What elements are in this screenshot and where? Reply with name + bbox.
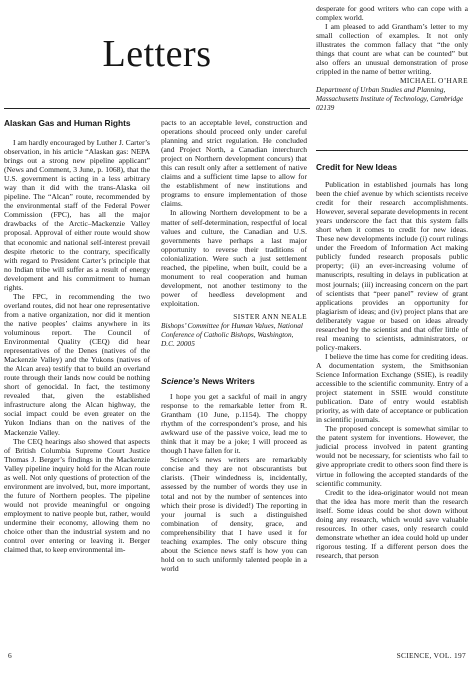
letter-signature: SISTER ANN NEALE <box>233 311 307 321</box>
letter-paragraph: I believe the time has come for crediting ideas. A documentation system, the Smithsonian Science Information Exchange (SSIE), is readily accessible to the scientific community. Entry of a project statement in SSIE would constitute publication. Date of entry would establish priority, as with date of acceptance or publication in scientific journals. <box>316 351 468 425</box>
letter-paragraph: Credit to the idea-originator would not mean that the idea has more merit than the research itself. Some ideas could be shot down without doing any research, which would save valuable resources. In other cases, only research could demonstrate whether an idea could hold up under rigorous testing. If a different person does the research, that person <box>316 487 468 560</box>
page-number: 6 <box>8 651 12 660</box>
letter-affiliation: Bishops’ Committee for Human Values, National Conference of Catholic Bishops, Washington, D.C. 20005 <box>161 320 303 348</box>
heading-italic: Science’s <box>161 375 200 386</box>
letter-paragraph: desperate for good writers who can cope with a complex world. <box>316 4 468 23</box>
letter-signature: MICHAEL O’HARE <box>400 76 468 86</box>
letter-paragraph: The proposed concept is somewhat similar to the patent system for inventions. However, the judicial process involved in patent granting would not be necessary, for scientists who fail to give appropriate credit to others soon find there is virtue in following the accepted standards of the scientific community. <box>316 424 468 488</box>
letter-paragraph: The CEQ hearings also showed that aspects of British Columbia Supreme Court Justice Thomas J. Berger’s findings in the Mackenzie Valley pipeline inquiry hold for the Alcan route as well. Not only questions of protection of the environment are involved, but, more important, the future of Northern peoples. The pipeline would not provide meaningful or ongoing employment to native people but, rather, would undermine their economy, allowing them no choice other than the industrial system and no control over entering or leaving it. Berger claimed that, to keep environmental im- <box>4 436 150 555</box>
letter-heading <box>161 376 307 386</box>
header-rule <box>4 108 310 109</box>
letter-paragraph: I am pleased to add Grantham’s letter to my small collection of examples. It not only illustrates the common fallacy that “the only things that count are what can be counted” but also offers an unusual demonstration of prose crippled in the name of better writing. <box>316 22 468 77</box>
letter-affiliation: Department of Urban Studies and Planning, Massachusetts Institute of Technology, Cambridge 02139 <box>316 85 464 113</box>
column-2 <box>161 118 307 573</box>
journal-volume: SCIENCE, VOL. 197 <box>396 651 466 660</box>
letter-heading: Alaskan Gas and Human Rights <box>4 118 131 128</box>
letter-heading: Credit for New Ideas <box>316 162 397 172</box>
letter-paragraph: pacts to an acceptable level, construction and operations should proceed only under careful planning and strict regulation. He concluded (and Project North, a Canadian interchurch project on Northern development concurs) that this can result only after a settlement of native claims and a sufficient time lapse to allow for the establishment of new institutions and programs to ensure implementation of those claims. <box>161 118 307 209</box>
masthead-title: Letters <box>102 33 212 75</box>
column-rule <box>316 150 468 151</box>
letter-paragraph: The FPC, in recommending the two overland routes, did not hear one representative from a native organization, nor did it mention the native peoples’ claims anywhere in its voluminous report. The Council of Environmental Quality (CEQ) did hear representatives of the Denes (natives of the Mackenzie Valley) and the Yukons (natives of the Alcan area) testify that to build an overland route through their lands now could be nothing short of genocidal. In fact, the testimony revealed that, given the established infrastructure along the Alcan highway, the social impact could be even greater on the Yukon Indians than on the natives of the Mackenzie Valley. <box>4 291 150 437</box>
letter-paragraph: I hope you get a sackful of mail in angry response to the remarkable letter from R. Grantham (10 June, p.1154). The choppy rhythm of the correspondent’s prose, and his awkward use of the passive voice, lead me to think that it may be a joke; I will proceed as though I have fallen for it. <box>161 391 307 456</box>
letter-paragraph: Science’s news writers are remarkably concise and they are not obscurantists but clarists. (Their windedness is, incidentally, assessed by the number of words they use in total and not by the number of sentences into which their prose is divided!) The reporting in your journal is such a distinguished combination of density, grace, and comprehensibility that I have used it for teaching examples. The only obscure thing about the Science news staff is how you can hold on to such uniformly talented people in a world <box>161 455 307 573</box>
column-3-lower <box>316 162 468 560</box>
column-3 <box>316 4 468 112</box>
letter-paragraph: In allowing Northern development to be a matter of self-determination, respectful of local values and culture, the Canadian and U.S. governments have perhaps a last major opportunity to reverse their traditions of colonialization. Were such a just settlement reached, the pipeline, when built, could be a monument to real cooperation and human development, not another testimony to the power of heedless development and exploitation. <box>161 208 307 308</box>
heading-text: News Writers <box>199 375 255 386</box>
letter-paragraph: Publication in established journals has long been the chief avenue by which scientists receive credit for their research accomplishments. However, several separate developments in recent years underscore the fact that this system falls short when it comes to credit for new ideas. These new developments include (i) court rulings under the Freedom of Information Act making publicly funded research proposals public property; (ii) an ever-increasing volume of manuscripts, resulting in delays in publication at most journals; (iii) increasing concern on the part of scientists that “peer panel” review of grant applications provides an opportunity for plagiarism of ideas; and (iv) project plans that are deliberately vague or based on ideas already researched by the scientist and that offer little of real meaning to scientists, administrators, or policy-makers. <box>316 180 468 352</box>
column-1 <box>4 118 150 554</box>
letter-paragraph: I am hardly encouraged by Luther J. Carter’s observation, in his article “Alaskan gas: NEPA brings out a strong new pipeline applicant” (News and Comment, 3 June, p. 1068), that the U.S. government is acting in a less arbitrary way than it did with the trans-Alaska oil pipeline. The “Alcan” route, recommended by the environmental staff of the Federal Power Commission (FPC), has all the major drawbacks of the Arctic–Mackenzie Valley proposal. Approval of either route would show that economic and national self-interest prevail despite rhetoric to the contrary, specifically with regard to President Carter’s principle that no Indian tribe will suffer as a result of energy development and his commitment to human rights. <box>4 138 150 292</box>
